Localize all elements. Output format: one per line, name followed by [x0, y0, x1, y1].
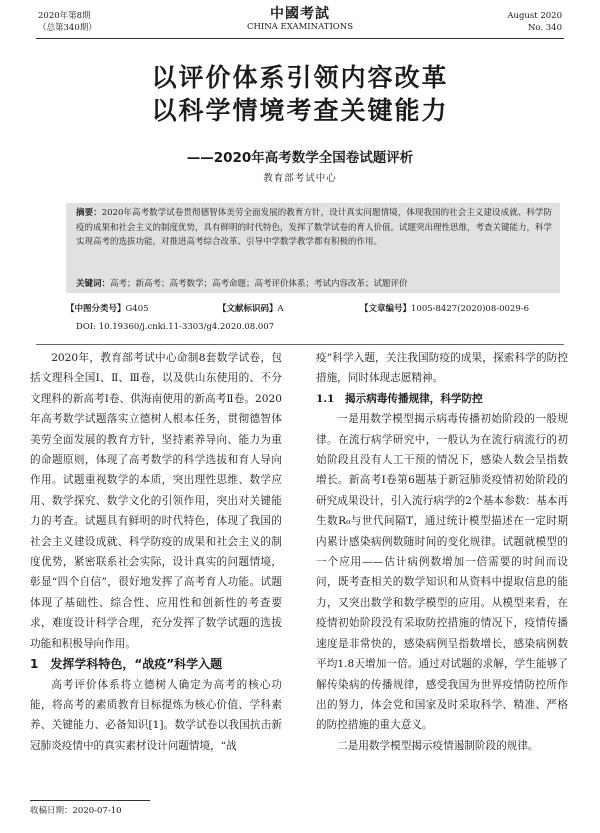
- subsection-heading-1-1: 1.1 揭示病毒传播规律，科学防控: [316, 392, 483, 405]
- doc-code-field: [218, 300, 284, 318]
- doc-code-label: 【文献标识码】: [218, 304, 278, 314]
- received-date: 收稿日期：2020-07-10: [30, 806, 122, 816]
- journal-logo: 中國考試: [270, 6, 330, 22]
- keywords-text: 高考；新高考；高考数学；高考命题；高考评价体系；考试内容改革；试题评价: [110, 279, 408, 289]
- author: 教育部考试中心: [263, 173, 337, 184]
- abstract-box: [66, 203, 560, 293]
- clc-value: G405: [125, 304, 149, 314]
- keywords-label: 关键词：: [76, 279, 111, 289]
- clc-field: [66, 300, 149, 318]
- doc-code-value: A: [277, 304, 284, 314]
- title-line-1: 以评价体系引领内容改革: [151, 63, 449, 92]
- issue-number: 2020年第8期: [38, 11, 91, 21]
- left-column: [30, 348, 282, 756]
- issue-no: No. 340: [527, 23, 562, 33]
- subtitle: ——2020年高考数学全国卷试题评析: [186, 150, 414, 166]
- paragraph-model-1: 一是用数学模型揭示病毒传播初始阶段的一般规律。在流行病学研究中，一般认为在流行病流行的初始阶段且没有人工干预的情况下，感染人数会呈指数增长。新高考Ⅰ卷第6题基于新冠肺炎疫情初始阶段的研究成果设计，引入流行病学的2个基本参数：基本再生数R₀与世代间隔T，通过统计模型描述在一定时期内累计感染病例数随时间的变化规律。试题就模型的一个应用——估计病例数增加一倍需要的时间而设问，既考查相关的数学知识和从资料中提取信息的能力，又突出数学和数学模型的应用。从模型来看，在疫情初始阶段没有采取防控措施的情况下，疫情传播速度是非常快的，感染病例呈指数增长，感染病例数平均1.8天增加一倍。通过对试题的求解，学生能够了解传染病的传播规律，感受我国为世界疫情防控所作出的努力，体会党和国家及时采取科学、精准、严格的防控措施的重大意义。: [316, 413, 568, 732]
- paragraph-intro: 2020年，教育部考试中心命制8套数学试卷，包括文理科全国Ⅰ、Ⅱ、Ⅲ卷，以及供山东使用的、不分文理科的新高考Ⅰ卷、供海南使用的新高考Ⅱ卷。2020年高考数学试题落实立德树人根本任务，贯彻德智体美劳全面发展的教育方针，坚持素养导向、能力为重的命题原则，体现了高考数学的科学选拔和育人导向作用。试题重视数学的本质，突出理性思维、数学应用、数学探究、数学文化的引领作用，突出对关键能力的考查。试题具有鲜明的时代特色，体现了我国的社会主义建设成就、科学防疫的成果和社会主义的制度优势，紧密联系社会实际，设计真实的问题情境，彰显“四个自信”，很好地发挥了高考育人功能。试题体现了基础性、综合性、应用性和创新性的考查要求，难度设计科学合理，充分发挥了数学试题的选拔功能和积极导向作用。: [30, 352, 282, 650]
- article-number-value: 1005-8427(2020)08-0029-6: [411, 304, 530, 314]
- paragraph-section-1: 高考评价体系将立德树人确定为高考的核心功能，将高考的素质教育目标提炼为核心价值、学科素养、关键能力、必备知识[1]。数学试卷以我国抗击新冠肺炎疫情中的真实素材设计问题情境，“战: [30, 678, 282, 752]
- abstract-text: 2020年高考数学试卷贯彻德智体美劳全面发展的教育方针，设计真实问题情境，体现我国的社会主义建设成就、科学防疫的成果和社会主义的制度优势，具有鲜明的时代特色，发挥了数学试卷的育人价值。试题突出理性思维，考查关键能力，科学实现高考的选拔功能，对推进高考综合改革、引导中学数学教学都有积极的作用。: [76, 208, 553, 248]
- abstract: [76, 206, 552, 250]
- article-number-field: [360, 300, 529, 318]
- keywords: [76, 277, 552, 292]
- clc-label: 【中图分类号】: [66, 304, 126, 314]
- total-issue-number: （总第340期）: [38, 23, 97, 33]
- doi: DOI: 10.19360/j.cnki.11-3303/g4.2020.08.007: [76, 322, 275, 332]
- header-date: [507, 10, 562, 34]
- abstract-label: 摘要：: [76, 208, 102, 218]
- footnote-rule: [30, 800, 150, 801]
- issue-month: August 2020: [507, 11, 562, 21]
- header-rule: [36, 38, 564, 39]
- article-number-label: 【文章编号】: [360, 304, 412, 314]
- article-meta: [66, 300, 560, 336]
- right-column: [316, 348, 568, 756]
- journal-english-name: CHINA EXAMINATIONS: [246, 22, 354, 32]
- section-heading-1: 1 发挥学科特色，“战疫”科学入题: [30, 657, 223, 672]
- title-line-2: 以科学情境考查关键能力: [151, 96, 449, 125]
- section-rule: [36, 344, 564, 345]
- paragraph-continued: 疫”科学入题，关注我国防疫的成果，探索科学的防控措施，同时体现志愿精神。: [316, 352, 568, 385]
- paragraph-model-2: 二是用数学模型揭示疫情遏制阶段的规律。: [337, 739, 539, 752]
